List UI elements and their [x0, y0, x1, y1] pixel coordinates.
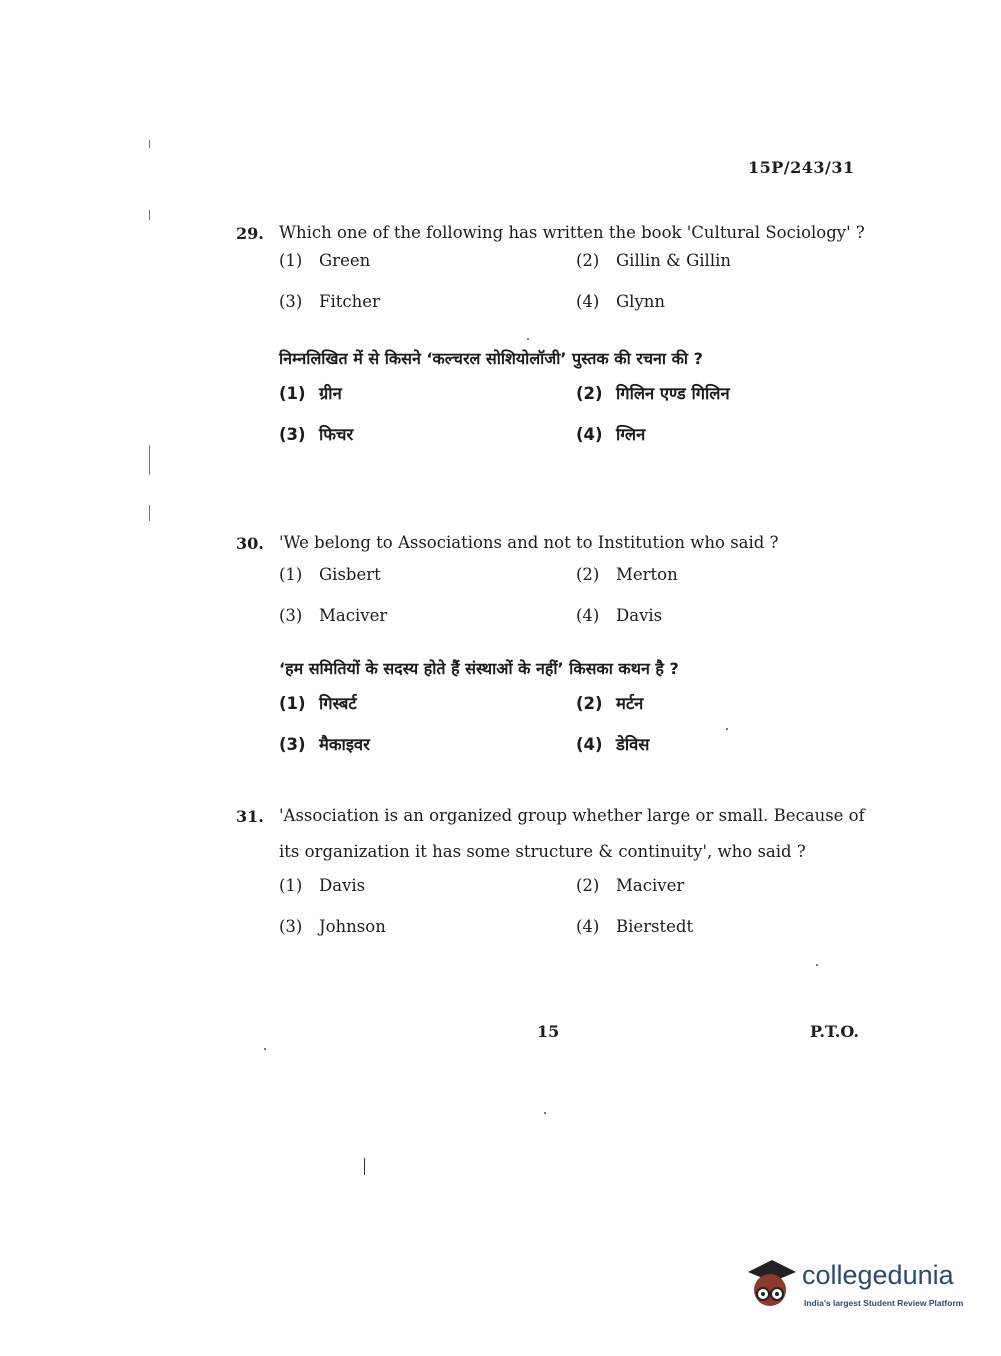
options-hi [279, 691, 876, 773]
option-number: (2) [576, 694, 603, 713]
question-text-en: 'We belong to Associations and not to Institution who said ? [279, 533, 779, 552]
option-2 [576, 381, 730, 404]
graduate-mascot-icon [742, 1254, 800, 1312]
option-1 [279, 381, 342, 404]
option-text: गिलिन एण्ड गिलिन [616, 384, 730, 403]
option-text: Glynn [616, 292, 666, 311]
paper-code: 15P/243/31 [748, 158, 855, 177]
option-2 [576, 565, 678, 584]
option-number: (3) [279, 292, 303, 311]
option-number: (4) [576, 292, 600, 311]
question-number: 30. [236, 534, 264, 553]
option-number: (3) [279, 606, 303, 625]
option-number: (3) [279, 735, 306, 754]
question-number: 29. [236, 224, 264, 243]
option-text: Green [319, 251, 371, 270]
question-text-en: 'Association is an organized group whether large or small. Because of its organization it has some structure & continuity', who said ? [279, 806, 865, 861]
brand-tagline: India's largest Student Review Platform [804, 1298, 964, 1308]
option-text: Maciver [616, 876, 685, 895]
option-1 [279, 876, 365, 895]
option-number: (3) [279, 425, 306, 444]
option-1 [279, 691, 357, 714]
option-text: Gisbert [319, 565, 381, 584]
option-number: (2) [576, 251, 600, 270]
question-29 [236, 215, 876, 463]
options-en [279, 251, 876, 333]
option-number: (4) [576, 735, 603, 754]
question-text-hi: निम्नलिखित में से किसने ‘कल्चरल सोशियोलॉजी’ पुस्तक की रचना की ? [279, 349, 703, 368]
option-4 [576, 917, 693, 936]
option-3 [279, 292, 380, 311]
option-number: (3) [279, 917, 303, 936]
option-number: (4) [576, 606, 600, 625]
option-2 [576, 876, 684, 895]
option-3 [279, 606, 387, 625]
scan-speck [149, 505, 150, 521]
scan-speck [149, 210, 150, 220]
option-number: (2) [576, 384, 603, 403]
option-text: ग्रीन [319, 384, 342, 403]
scan-speck [527, 338, 529, 340]
option-text: ग्लिन [616, 425, 646, 444]
question-31 [236, 798, 876, 958]
option-text: Johnson [319, 917, 386, 936]
scan-speck [816, 964, 818, 966]
pto-label: P.T.O. [810, 1022, 859, 1041]
options-en [279, 565, 876, 647]
option-text: मर्टन [616, 694, 644, 713]
option-text: डेविस [616, 735, 650, 754]
option-text: Bierstedt [616, 917, 694, 936]
option-number: (4) [576, 425, 603, 444]
option-2 [576, 251, 731, 270]
scan-speck [264, 1048, 266, 1050]
scan-speck [149, 445, 150, 475]
option-4 [576, 422, 645, 445]
option-4 [576, 732, 649, 755]
option-number: (1) [279, 876, 303, 895]
option-1 [279, 251, 370, 270]
option-text: Maciver [319, 606, 388, 625]
option-text: Gillin & Gillin [616, 251, 732, 270]
question-30 [236, 525, 876, 773]
scan-mark [364, 1158, 365, 1175]
option-3 [279, 732, 370, 755]
option-number: (1) [279, 565, 303, 584]
question-text-en: Which one of the following has written the book 'Cultural Sociology' ? [279, 223, 865, 242]
option-3 [279, 917, 386, 936]
option-number: (1) [279, 384, 306, 403]
page-number: 15 [537, 1022, 560, 1041]
option-text: Davis [319, 876, 366, 895]
collegedunia-watermark [742, 1252, 972, 1322]
option-text: गिस्बर्ट [319, 694, 357, 713]
question-text-hi: ‘हम समितियों के सदस्य होते हैं संस्थाओं के नहीं’ किसका कथन है ? [279, 659, 679, 678]
option-text: Merton [616, 565, 678, 584]
option-4 [576, 606, 662, 625]
option-3 [279, 422, 353, 445]
option-text: Davis [616, 606, 663, 625]
question-number: 31. [236, 807, 264, 826]
scan-speck [149, 140, 150, 148]
option-text: मैकाइवर [319, 735, 370, 754]
options-en [279, 876, 876, 958]
option-number: (1) [279, 251, 303, 270]
brand-name: collegedunia [802, 1260, 954, 1290]
option-text: फिचर [319, 425, 354, 444]
option-text: Fitcher [319, 292, 380, 311]
option-number: (2) [576, 565, 600, 584]
option-number: (1) [279, 694, 306, 713]
option-1 [279, 565, 381, 584]
option-number: (4) [576, 917, 600, 936]
option-2 [576, 691, 643, 714]
scan-speck [726, 728, 728, 730]
options-hi [279, 381, 876, 463]
option-number: (2) [576, 876, 600, 895]
option-4 [576, 292, 665, 311]
scan-speck [544, 1112, 546, 1114]
